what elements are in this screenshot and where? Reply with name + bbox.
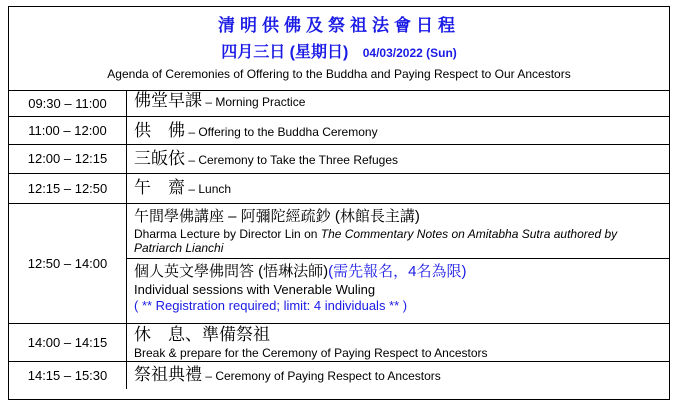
time-cell: 12:15 – 12:50 <box>9 173 127 203</box>
table-row <box>9 173 669 203</box>
activity-cell <box>127 173 670 203</box>
qa-note-zh: (需先報名，4名為限) <box>328 262 467 280</box>
activity-en: Break & prepare for the Ceremony of Paying Respect to Ancestors <box>134 345 488 360</box>
lecture-zh: 午間學佛講座 – 阿彌陀經疏鈔 (林館長主講) <box>134 207 420 225</box>
activity-cell <box>127 144 670 173</box>
activity-zh: 三皈依 <box>134 148 185 168</box>
agenda-header <box>9 7 669 91</box>
date-chinese: 四月三日 (星期日) <box>221 44 349 61</box>
activity-en: – Ceremony of Paying Respect to Ancestors <box>202 368 441 383</box>
agenda-frame <box>8 6 670 400</box>
activity-cell <box>127 91 670 116</box>
activity-zh: 休 息、準備祭祖 <box>134 324 270 344</box>
activity-zh: 午 齋 <box>134 177 185 197</box>
table-row <box>9 91 669 116</box>
time-cell: 11:00 – 12:00 <box>9 116 127 144</box>
time-cell: 14:00 – 14:15 <box>9 323 127 361</box>
title-chinese: 清明供佛及祭祖法會日程 <box>218 16 460 35</box>
table-row <box>9 144 669 173</box>
activity-en: – Morning Practice <box>202 95 306 109</box>
activity-zh: 佛堂早課 <box>134 91 202 110</box>
lecture-en-a: Dharma Lecture by Director Lin on <box>134 226 321 241</box>
activity-en: – Ceremony to Take the Three Refuges <box>185 152 399 167</box>
lecture-en <box>134 227 669 255</box>
activity-en: – Offering to the Buddha Ceremony <box>185 124 378 139</box>
activity-cell <box>127 361 670 389</box>
time-cell: 09:30 – 11:00 <box>9 91 127 116</box>
activity-cell <box>127 116 670 144</box>
activity-zh: 祭祖典禮 <box>134 364 202 384</box>
qa-en: Individual sessions with Venerable Wuling <box>134 281 376 297</box>
date-english: 04/03/2022 (Sun) <box>362 46 457 60</box>
lecture-en-title: The Commentary Notes on Amitabha Sutra authored by Patriarch Lianchi <box>134 226 618 255</box>
table-row <box>9 116 669 144</box>
qa-note-en: ( ** Registration required; limit: 4 individuals ** ) <box>134 297 408 313</box>
title-english: Agenda of Ceremonies of Offering to the Buddha and Paying Respect to Our Ancestors <box>107 67 571 81</box>
qa-block <box>127 258 669 314</box>
qa-zh: 個人英文學佛問答 (悟琳法師) <box>134 262 329 280</box>
time-cell: 12:00 – 12:15 <box>9 144 127 173</box>
table-row <box>9 361 669 389</box>
activity-en: – Lunch <box>185 181 232 196</box>
table-row <box>9 203 669 323</box>
agenda-table <box>9 91 669 389</box>
activity-cell <box>127 203 670 323</box>
time-cell: 12:50 – 14:00 <box>9 203 127 323</box>
date-line <box>9 39 669 62</box>
activity-cell <box>127 323 670 361</box>
time-cell: 14:15 – 15:30 <box>9 361 127 389</box>
table-row <box>9 323 669 361</box>
activity-zh: 供 佛 <box>134 120 185 140</box>
